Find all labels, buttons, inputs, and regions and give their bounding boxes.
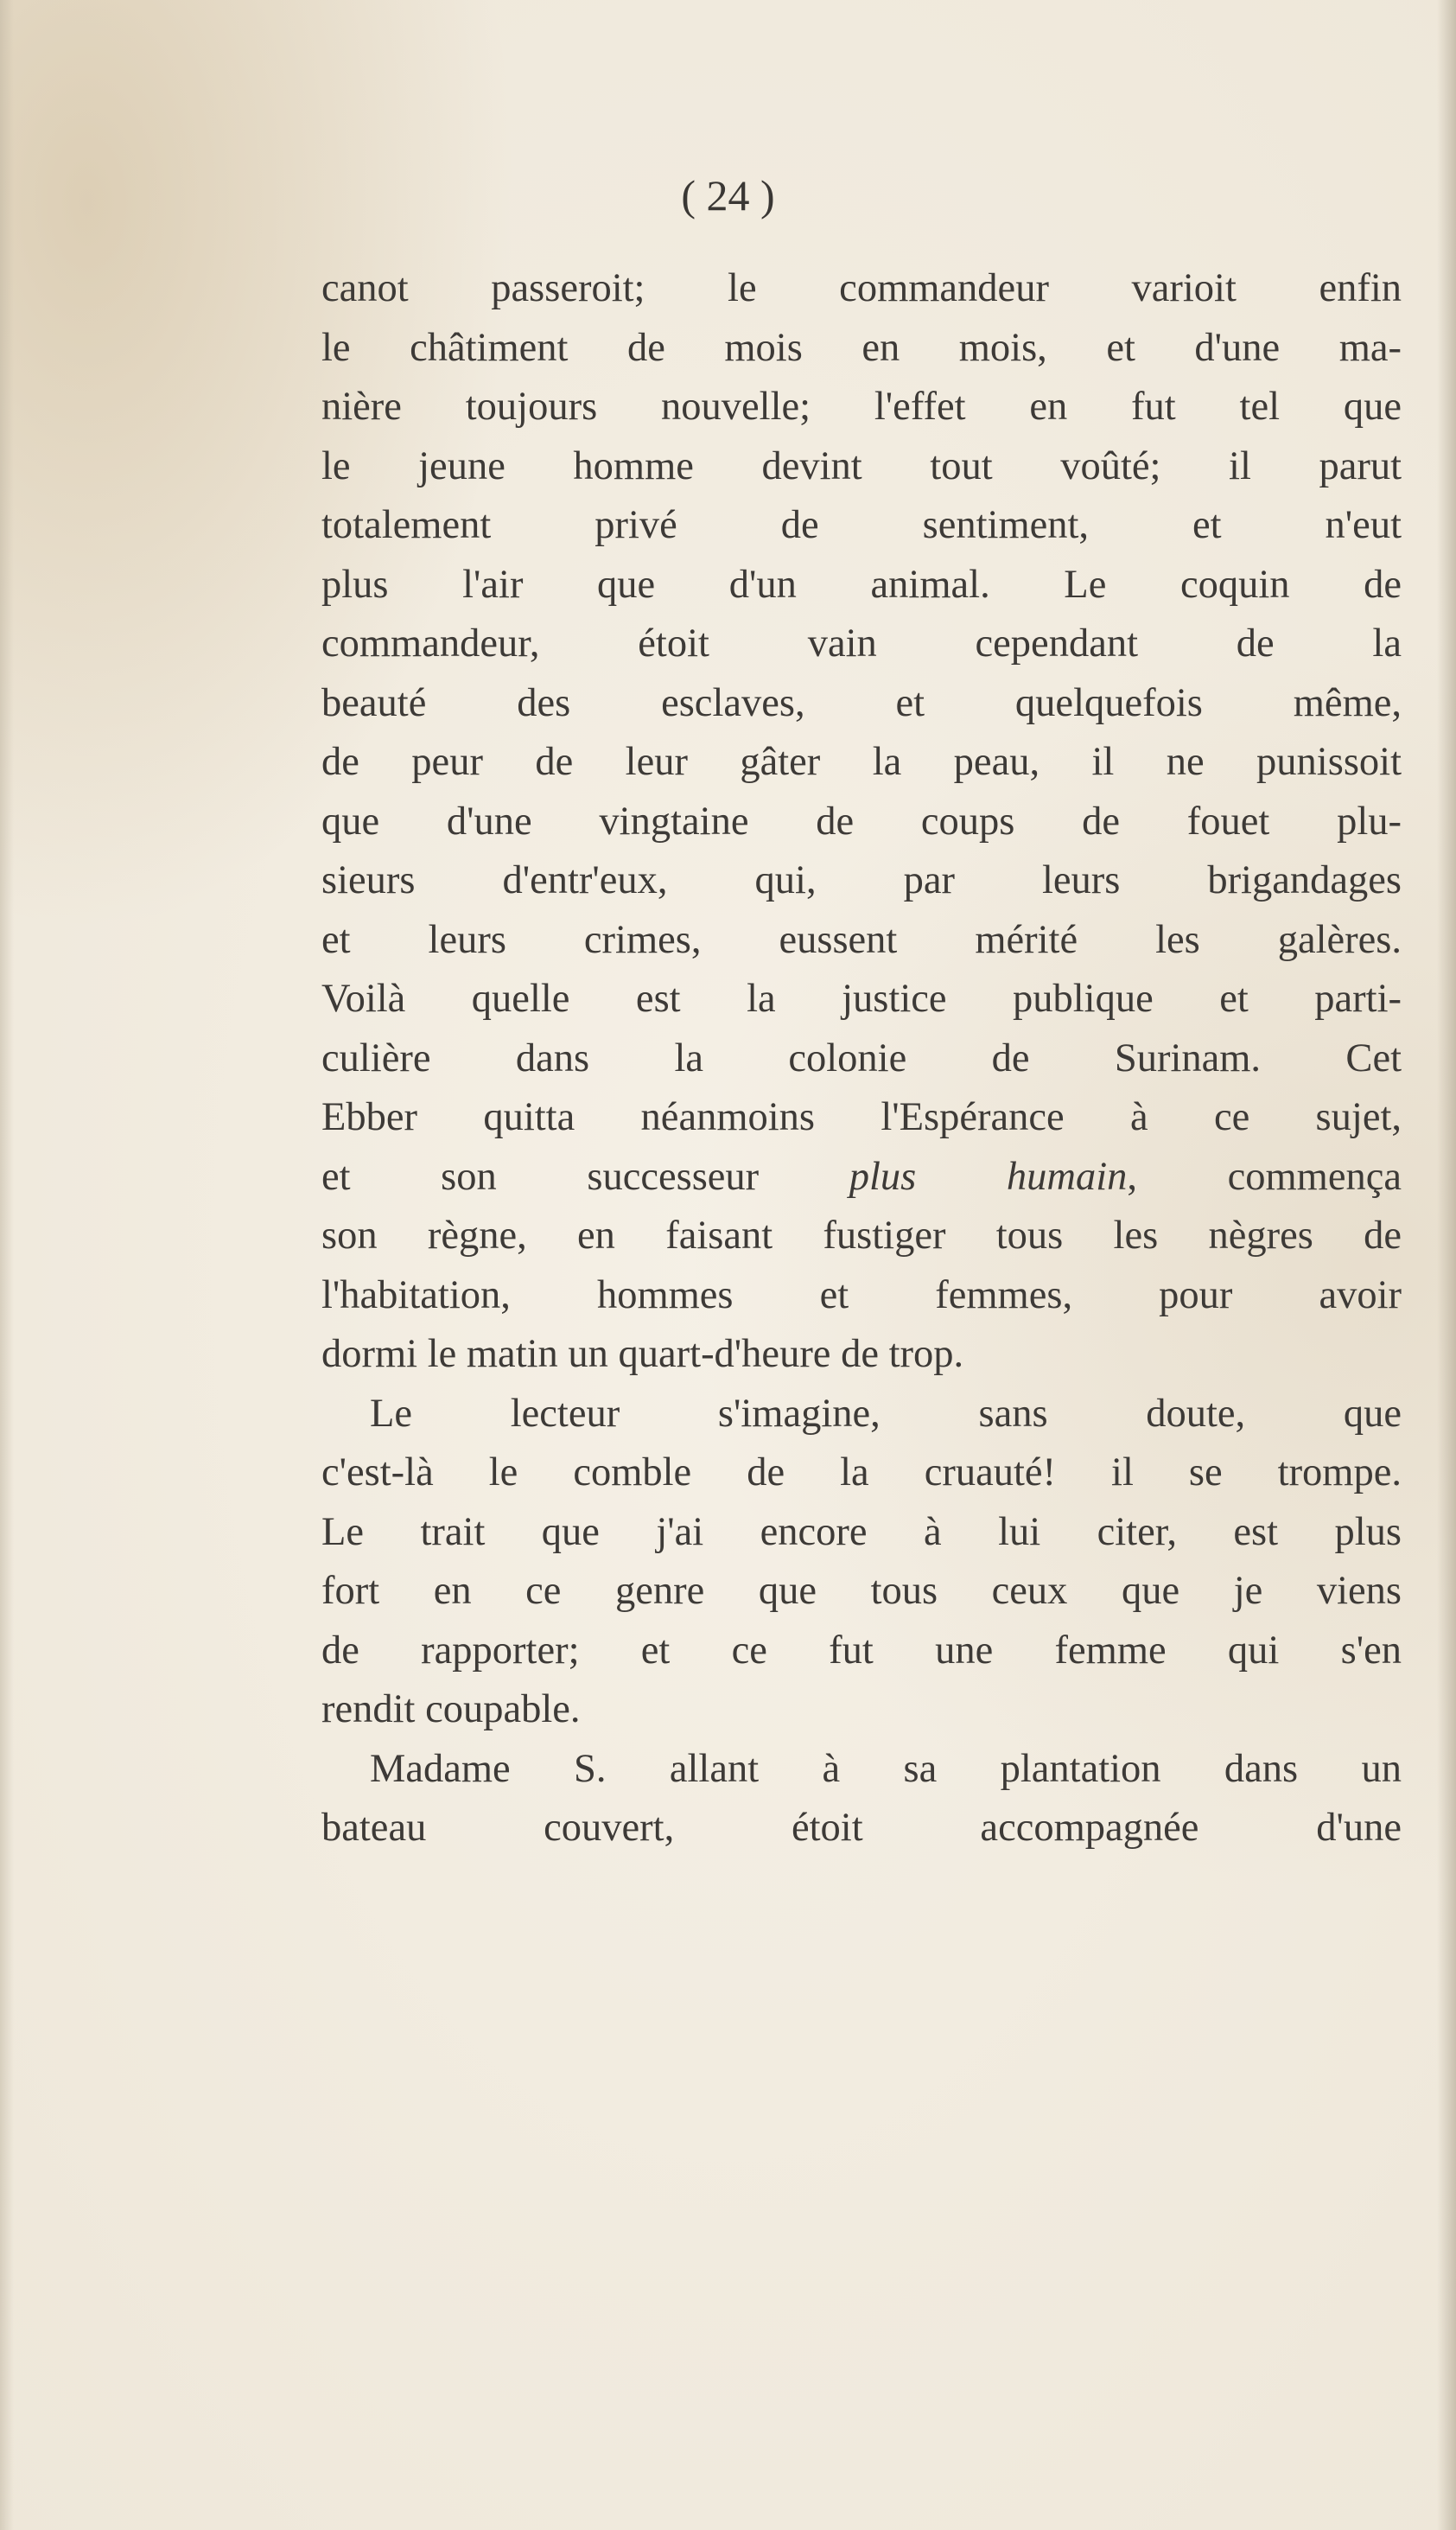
text-line-16-start: et son successeur <box>321 1154 849 1199</box>
text-line-1: canot passeroit; le commandeur varioit enfin <box>321 266 1402 310</box>
text-line-14: culière dans la colonie de Surinam. Cet <box>321 1036 1402 1080</box>
text-line-2: le châtiment de mois en mois, et d'une ma- <box>321 325 1402 370</box>
page-edge-left <box>0 0 14 2530</box>
italic-phrase: plus humain <box>849 1154 1128 1199</box>
text-line-26: Madame S. allant à sa plantation dans un <box>370 1746 1402 1791</box>
page-edge-right <box>1437 0 1456 2530</box>
text-line-8: beauté des esclaves, et quelquefois même, <box>321 680 1402 725</box>
text-line-25: rendit coupable. <box>321 1687 581 1731</box>
text-line-3: nière toujours nouvelle; l'effet en fut tel que <box>321 385 1402 429</box>
body-text <box>321 259 1402 1858</box>
text-line-16 <box>321 1148 1402 1208</box>
text-line-4: le jeune homme devint tout voûté; il parut <box>321 443 1402 488</box>
text-line-20: Le lecteur s'imagine, sans doute, que <box>370 1391 1402 1436</box>
text-line-6: plus l'air que d'un animal. Le coquin de <box>321 562 1402 607</box>
text-line-15: Ebber quitta néanmoins l'Espérance à ce sujet, <box>321 1095 1402 1139</box>
text-line-17: son règne, en faisant fustiger tous les nègres de <box>321 1214 1402 1258</box>
text-line-23: fort en ce genre que tous ceux que je viens <box>321 1569 1402 1613</box>
text-line-5: totalement privé de sentiment, et n'eut <box>321 503 1402 547</box>
text-line-7: commandeur, étoit vain cependant de la <box>321 621 1402 666</box>
text-line-9: de peur de leur gâter la peau, il ne punissoit <box>321 740 1402 784</box>
text-line-10: que d'une vingtaine de coups de fouet plu- <box>321 799 1402 844</box>
text-line-21: c'est-là le comble de la cruauté! il se trompe. <box>321 1450 1402 1494</box>
text-line-22: Le trait que j'ai encore à lui citer, est plus <box>321 1509 1402 1554</box>
text-line-27: bateau couvert, étoit accompagnée d'une <box>321 1806 1402 1850</box>
page-number: ( 24 ) <box>681 171 775 220</box>
text-line-13: Voilà quelle est la justice publique et parti- <box>321 977 1402 1021</box>
text-line-12: et leurs crimes, eussent mérité les galères. <box>321 917 1402 962</box>
text-line-19: dormi le matin un quart-d'heure de trop. <box>321 1332 964 1376</box>
text-line-11: sieurs d'entr'eux, qui, par leurs brigandages <box>321 858 1402 902</box>
text-line-18: l'habitation, hommes et femmes, pour avoir <box>321 1272 1402 1317</box>
text-line-24: de rapporter; et ce fut une femme qui s'en <box>321 1628 1402 1673</box>
text-line-16-end: , commença <box>1127 1154 1402 1199</box>
